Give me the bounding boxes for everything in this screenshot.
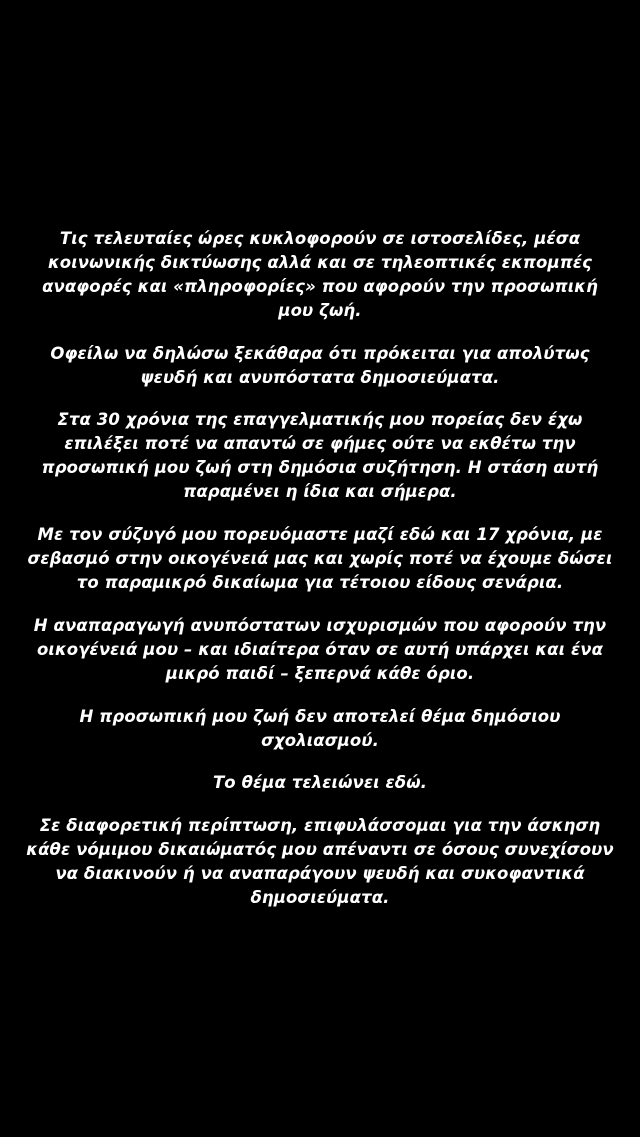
statement-paragraph: Το θέμα τελειώνει εδώ. xyxy=(212,773,428,793)
statement-paragraph: Η προσωπική μου ζωή δεν αποτελεί θέμα δημόσιου σχολιασμού. xyxy=(79,706,567,750)
statement-paragraph: Οφείλω να δηλώσω ξεκάθαρα ότι πρόκειται για απολύτως ψευδή και ανυπόστατα δημοσιεύματα. xyxy=(50,343,596,387)
statement-paragraph: Τις τελευταίες ώρες κυκλοφορούν σε ιστοσελίδες, μέσα κοινωνικής δικτύωσης αλλά και σε τηλεοπτικές εκπομπές αναφορές και «πληροφορίες» που αφορούν την προσωπική μου ζωή. xyxy=(42,228,604,320)
statement-paragraph: Σε διαφορετική περίπτωση, επιφυλάσσομαι για την άσκηση κάθε νόμιμου δικαιώματός μου απέναντι σε όσους συνεχίσουν να διακινούν ή να αναπαράγουν ψευδή και συκοφαντικά δημοσιεύματα. xyxy=(26,816,620,908)
statement-paragraph: Στα 30 χρόνια της επαγγελματικής μου πορείας δεν έχω επιλέξει ποτέ να απαντώ σε φήμες ούτε να εκθέτω την προσωπική μου ζωή στη δημόσια συζήτηση. Η στάση αυτή παραμένει η ίδια και σήμερα. xyxy=(41,410,605,502)
statement-paragraph: Η αναπαραγωγή ανυπόστατων ισχυρισμών που αφορούν την οικογένειά μου – και ιδιαίτερα όταν σε αυτή υπάρχει και ένα μικρό παιδί – ξεπερνά κάθε όριο. xyxy=(33,615,613,683)
statement-paragraph: Με τον σύζυγό μου πορευόμαστε μαζί εδώ και 17 χρόνια, με σεβασμό στην οικογένειά μας και χωρίς ποτέ να έχουμε δώσει το παραμικρό δικαίωμα για τέτοιου είδους σενάρια. xyxy=(27,525,619,592)
